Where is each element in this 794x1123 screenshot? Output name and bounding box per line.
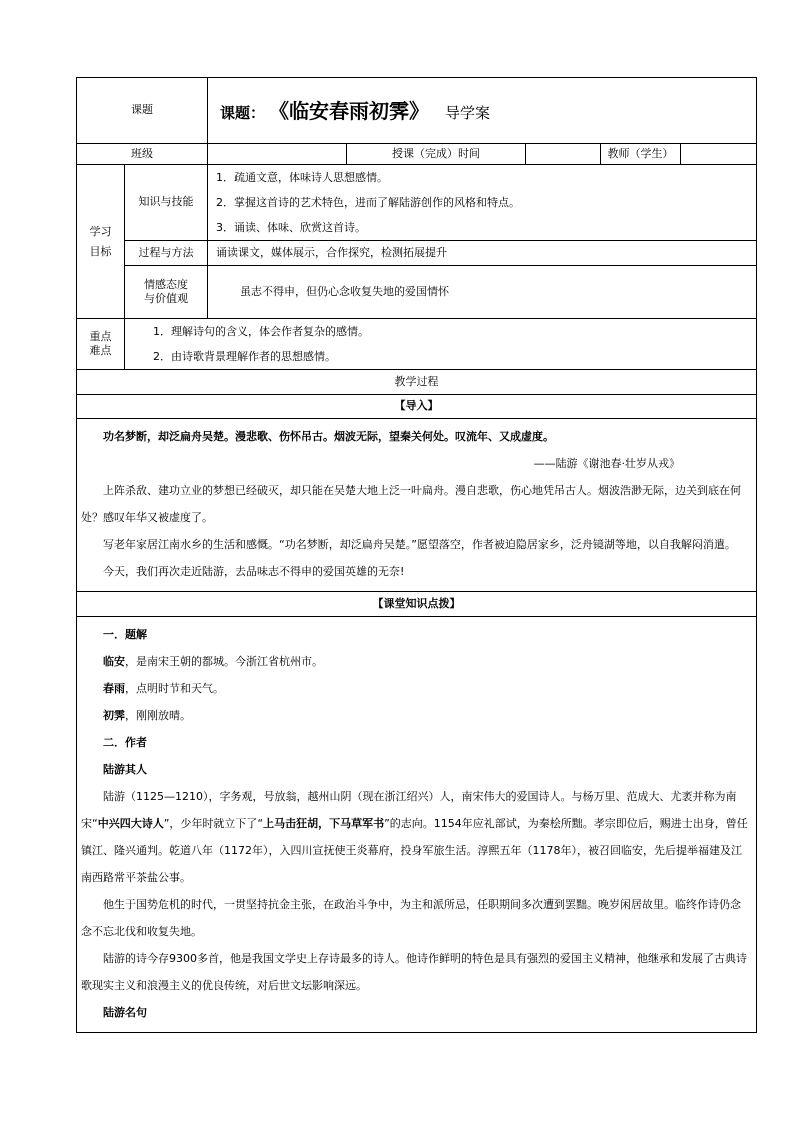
info-row — [77, 144, 757, 165]
key-points-label-line1: 重点 — [89, 329, 112, 343]
term-linan-word: 临安 — [103, 655, 125, 668]
knowledge-content-row — [77, 617, 757, 1033]
bio-emphasis: 中兴四大诗人 — [97, 817, 164, 830]
bio-text: ”，少年时就立下了“ — [163, 817, 264, 830]
term-chuji — [81, 702, 750, 729]
intro-paragraph: 上阵杀敌、建功立业的梦想已经破灭，却只能在吴楚大地上泛一叶扁舟。漫自悲歌，伤心地凭吊古人。烟波浩渺无际，边关到底在何处？感叹年华又被虚度了。 — [81, 484, 741, 524]
knowledge-item: 1．疏通文意，体味诗人思想感情。 — [216, 171, 388, 184]
intro-paragraph: 写老年家居江南水乡的生活和感慨。“功名梦断，却泛扁舟吴楚。”愿望落空，作者被迫隐居家乡，泛舟镜湖等地，以自我解闷消遣。 — [103, 538, 736, 551]
bio-text: 陆游（1125—1210），字务观，号放翁，越州山阴（现在浙江绍兴）人，南宋伟大的爱国诗人。与杨万里、范成大、尤袤并称为南宋“ — [81, 790, 737, 830]
term-chuji-word: 初霁 — [103, 709, 125, 722]
key-points-label-line2: 难点 — [89, 344, 112, 357]
process-text: 诵读课文，媒体展示，合作探究，检测拓展提升 — [208, 241, 757, 266]
objectives-knowledge-row — [77, 165, 757, 241]
term-chuji-def: ，刚刚放晴。 — [125, 709, 191, 722]
knowledge-item: 2．掌握这首诗的艺术特色，进而了解陆游创作的风格和特点。 — [216, 196, 520, 209]
title-row — [77, 78, 757, 144]
process-label: 过程与方法 — [125, 241, 208, 266]
title-prefix: 课题： — [220, 103, 266, 122]
class-value — [208, 144, 347, 165]
key-points-label-cell — [77, 319, 125, 370]
term-chunyu-word: 春雨 — [103, 682, 125, 695]
intro-content — [77, 419, 757, 592]
intro-heading-row — [77, 395, 757, 419]
key-points-items — [125, 319, 757, 370]
section-subtitle: 陆游名句 — [103, 1006, 147, 1019]
bio-text: ”的志向。1154年应礼部试，为秦桧所黜。孝宗即位后，赐进士出身，曾任镇江、隆兴通判。乾道八年（1172年），入四川宣抚使王炎幕府，投身军旅生活。淳熙五年（1178年），被召回临安，先后提举福建及江南西路常平茶盐公事。 — [81, 817, 748, 884]
knowledge-label: 知识与技能 — [125, 165, 208, 241]
key-point-item: 2．由诗歌背景理解作者的思想感情。 — [153, 350, 336, 363]
teacher-label: 教师（学生） — [601, 144, 681, 165]
objectives-process-row — [77, 241, 757, 266]
emotion-label-cell — [125, 266, 208, 319]
title-suffix: 导学案 — [445, 103, 491, 122]
emotion-label-line2: 与价值观 — [144, 292, 188, 305]
knowledge-content — [77, 617, 757, 1033]
title-cell — [208, 78, 757, 144]
knowledge-items — [208, 165, 757, 241]
knowledge-heading: 【课堂知识点拨】 — [77, 592, 757, 617]
section-title: 一．题解 — [103, 628, 147, 641]
time-label: 授课（完成）时间 — [347, 144, 526, 165]
intro-quote: 功名梦断，却泛扁舟吴楚。漫悲歌、伤怀吊古。烟波无际，望秦关何处。叹流年、又成虚度。 — [103, 430, 554, 443]
process-heading-row — [77, 370, 757, 395]
time-value — [526, 144, 601, 165]
emotion-label-line1: 情感态度 — [144, 277, 188, 291]
objectives-emotion-row — [77, 266, 757, 319]
intro-content-row — [77, 419, 757, 592]
key-points-row — [77, 319, 757, 370]
knowledge-heading-row — [77, 592, 757, 617]
bio-paragraph — [81, 783, 750, 891]
emotion-text: 虽志不得申，但仍心念收复失地的爱国情怀 — [208, 266, 757, 319]
section-subtitle: 陆游其人 — [103, 763, 147, 776]
bio-paragraph: 他生于国势危机的时代，一贯坚持抗金主张，在政治斗争中，为主和派所忌，任职期间多次遭到罢黜。晚岁闲居故里。临终作诗仍念念不忘北伐和收复失地。 — [81, 898, 741, 938]
term-linan — [81, 648, 750, 675]
bio-emphasis: 上马击狂胡，下马草军书 — [263, 817, 385, 830]
class-label: 班级 — [77, 144, 208, 165]
teacher-value — [681, 144, 757, 165]
knowledge-item: 3．诵读、体味、欣赏这首诗。 — [216, 221, 366, 234]
term-chunyu-def: ，点明时节和天气。 — [125, 682, 224, 695]
lesson-plan-table — [76, 77, 757, 1033]
bio-paragraph: 陆游的诗今存9300多首，他是我国文学史上存诗最多的诗人。他诗作鲜明的特色是具有强烈的爱国主义精神，他继承和发展了古典诗歌现实主义和浪漫主义的优良传统，对后世文坛影响深远。 — [81, 952, 747, 992]
intro-source-line — [81, 450, 750, 477]
intro-paragraph: 今天，我们再次走近陆游，去品味志不得申的爱国英雄的无奈! — [103, 565, 405, 578]
term-chunyu — [81, 675, 750, 702]
intro-heading: 【导入】 — [77, 395, 757, 419]
objectives-label: 学习目标 — [89, 224, 112, 258]
intro-source: ——陆游《谢池春·壮岁从戎》 — [533, 457, 681, 470]
topic-label: 课题 — [131, 103, 153, 117]
objectives-label-cell — [77, 165, 125, 319]
page-title: 《临安春雨初霁》 — [279, 98, 430, 123]
term-linan-def: ，是南宋王朝的都城。今浙江省杭州市。 — [125, 655, 323, 668]
process-heading: 教学过程 — [77, 370, 757, 395]
key-point-item: 1．理解诗句的含义，体会作者复杂的感情。 — [153, 325, 369, 338]
section-title: 二．作者 — [103, 736, 147, 749]
topic-label-cell — [77, 78, 208, 144]
